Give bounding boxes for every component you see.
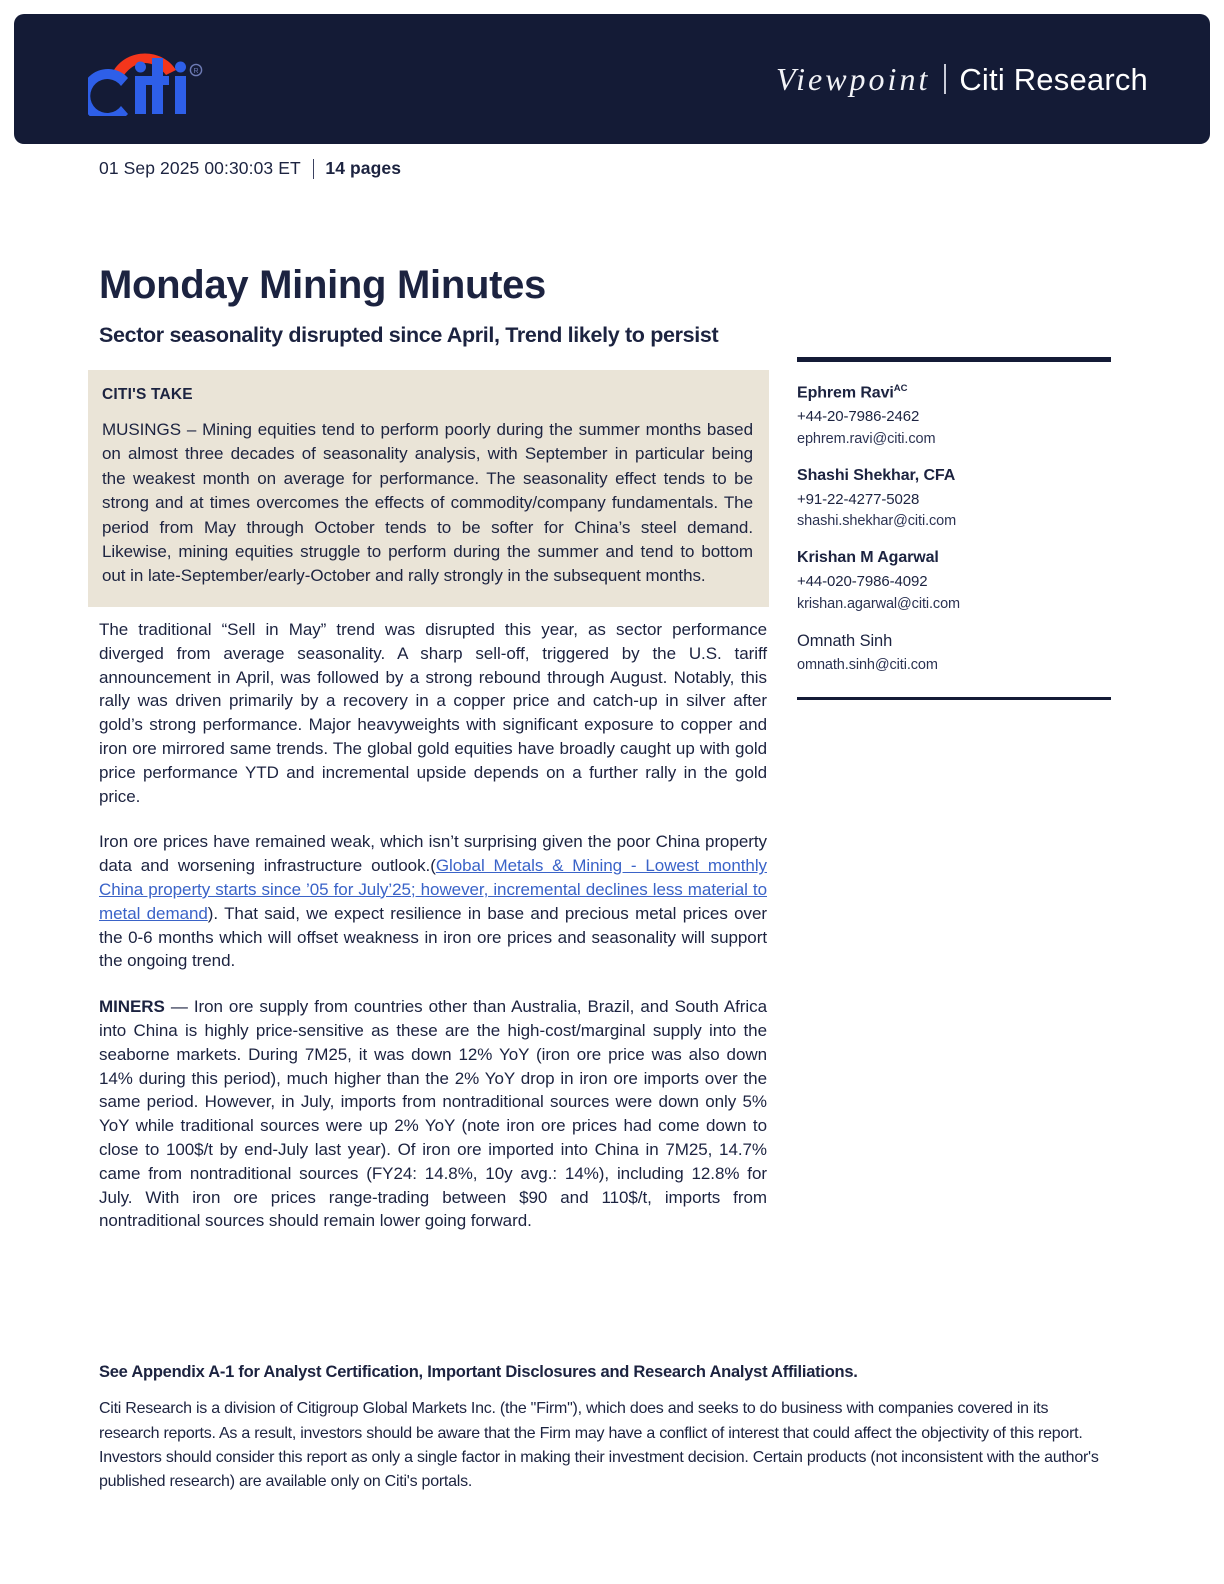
citis-take-label: CITI'S TAKE xyxy=(102,386,193,403)
miners-section-text: — Iron ore supply from countries other than Australia, Brazil, and South Africa into China is highly price-sensitive as these are the high-cost/marginal supply into the seaborne markets. During 7M25, it was down 12% YoY (iron ore price was also down 14% during this period), much higher than the 2% YoY drop in iron ore imports over the same period. However, in July, imports from nontraditional sources were down only 5% YoY while traditional sources were up 2% YoY (note iron ore prices had come down to close to 100$/t by end-July last year). Of iron ore imported into China in 7M25, 14.7% came from nontraditional sources (FY24: 14.8%, 10y avg.: 14%), including 12.8% for July. With iron ore prices range-trading between $90 and 110$/t, imports from nontraditional sources should remain lower going forward. xyxy=(99,997,767,1231)
analyst-entry xyxy=(797,466,1111,531)
svg-text:R: R xyxy=(193,68,199,75)
analyst-name: Shashi Shekhar, CFA xyxy=(797,466,956,484)
related-report-link[interactable]: Global Metals & Mining - Lowest monthly China property starts since ’05 for July’25; however, incremental declines less material to metal demand xyxy=(99,856,767,923)
analyst-phone[interactable]: +44-20-7986-2462 xyxy=(797,408,920,426)
miners-section-label: MINERS xyxy=(99,997,165,1017)
body-paragraph-2 xyxy=(99,830,767,973)
appendix-notice: See Appendix A-1 for Analyst Certification, Important Disclosures and Research Analyst Affiliations. xyxy=(99,1363,858,1381)
citi-research-label: Citi Research xyxy=(959,62,1148,97)
paragraph-2-text-after-link: ). That said, we expect resilience in base and precious metal prices over the 0-6 months which will offset weakness in iron ore prices and seasonality will support the ongoing trend. xyxy=(99,903,767,971)
header-banner xyxy=(14,14,1210,144)
analyst-contact-sidebar xyxy=(797,357,1111,700)
analyst-phone[interactable]: +44-020-7986-4092 xyxy=(797,573,928,591)
footer-disclaimer-block xyxy=(99,1362,1099,1495)
header-brand-lockup xyxy=(776,60,1148,98)
citis-take-body: MUSINGS – Mining equities tend to perform poorly during the summer months based on almost three decades of seasonality analysis, with September in particular being the weakest month on average for performance. The seasonality effect tends to be strong and at times overcomes the effects of commodity/company fundamentals. The period from May through October tends to be softer for China’s steel demand. Likewise, mining equities struggle to perform during the summer and tend to bottom out in late-September/early-October and rally strongly in the subsequent months. xyxy=(102,420,753,586)
body-paragraph-1: The traditional “Sell in May” trend was disrupted this year, as sector performance diverged from average seasonality. A sharp sell-off, triggered by the U.S. tariff announcement in April, was followed by a strong rebound through August. Notably, this rally was driven primarily by a recovery in a copper price and catch-up in silver after gold’s strong performance. Major heavyweights with significant exposure to copper and iron ore mirrored same trends. The global gold equities have broadly caught up with gold price performance YTD and incremental upside depends on a further rally in the gold price. xyxy=(99,620,767,806)
analyst-email[interactable]: krishan.agarwal@citi.com xyxy=(797,595,961,612)
sidebar-bottom-rule xyxy=(797,697,1111,700)
publication-timestamp: 01 Sep 2025 00:30:03 ET xyxy=(99,158,301,178)
page-subtitle: Sector seasonality disrupted since April, Trend likely to persist xyxy=(99,323,719,347)
sidebar-top-rule xyxy=(797,357,1111,362)
page-count: 14 pages xyxy=(325,158,402,178)
analyst-email[interactable]: ephrem.ravi@citi.com xyxy=(797,430,936,447)
analyst-entry xyxy=(797,548,1111,613)
analyst-email[interactable]: shashi.shekhar@citi.com xyxy=(797,513,957,530)
analyst-email[interactable]: omnath.sinh@citi.com xyxy=(797,657,938,674)
paragraph-2-text-before-link: Iron ore prices have remained weak, which isn’t surprising given the poor China property data and worsening infrastructure outlook.( xyxy=(99,832,767,876)
page-title: Monday Mining Minutes xyxy=(99,263,547,307)
document-meta-line xyxy=(99,158,401,179)
meta-separator xyxy=(313,159,315,179)
analyst-name xyxy=(797,383,1111,404)
body-paragraph-3 xyxy=(99,995,767,1233)
analyst-name: Omnath Sinh xyxy=(797,631,893,650)
citi-logo xyxy=(88,42,228,116)
analyst-entry xyxy=(797,383,1111,449)
main-body-column xyxy=(99,618,767,1233)
header-divider xyxy=(944,64,946,94)
analyst-entry xyxy=(797,631,1111,675)
analyst-name-text: Ephrem Ravi xyxy=(797,384,894,402)
legal-disclaimer: Citi Research is a division of Citigroup Global Markets Inc. (the "Firm"), which does and seeks to do business with companies covered in its research reports. As a result, investors should be aware that the Firm may have a conflict of interest that could affect the objectivity of this report. Investors should consider this report as only a single factor in making their investment decision. Certain products (not inconsistent with the author's published research) are available only on Citi's portals. xyxy=(99,1400,1099,1491)
viewpoint-label: Viewpoint xyxy=(775,61,931,97)
analyst-credential: AC xyxy=(893,383,908,394)
analyst-name: Krishan M Agarwal xyxy=(797,549,939,567)
citis-take-box xyxy=(88,370,769,607)
analyst-phone[interactable]: +91-22-4277-5028 xyxy=(797,490,920,508)
